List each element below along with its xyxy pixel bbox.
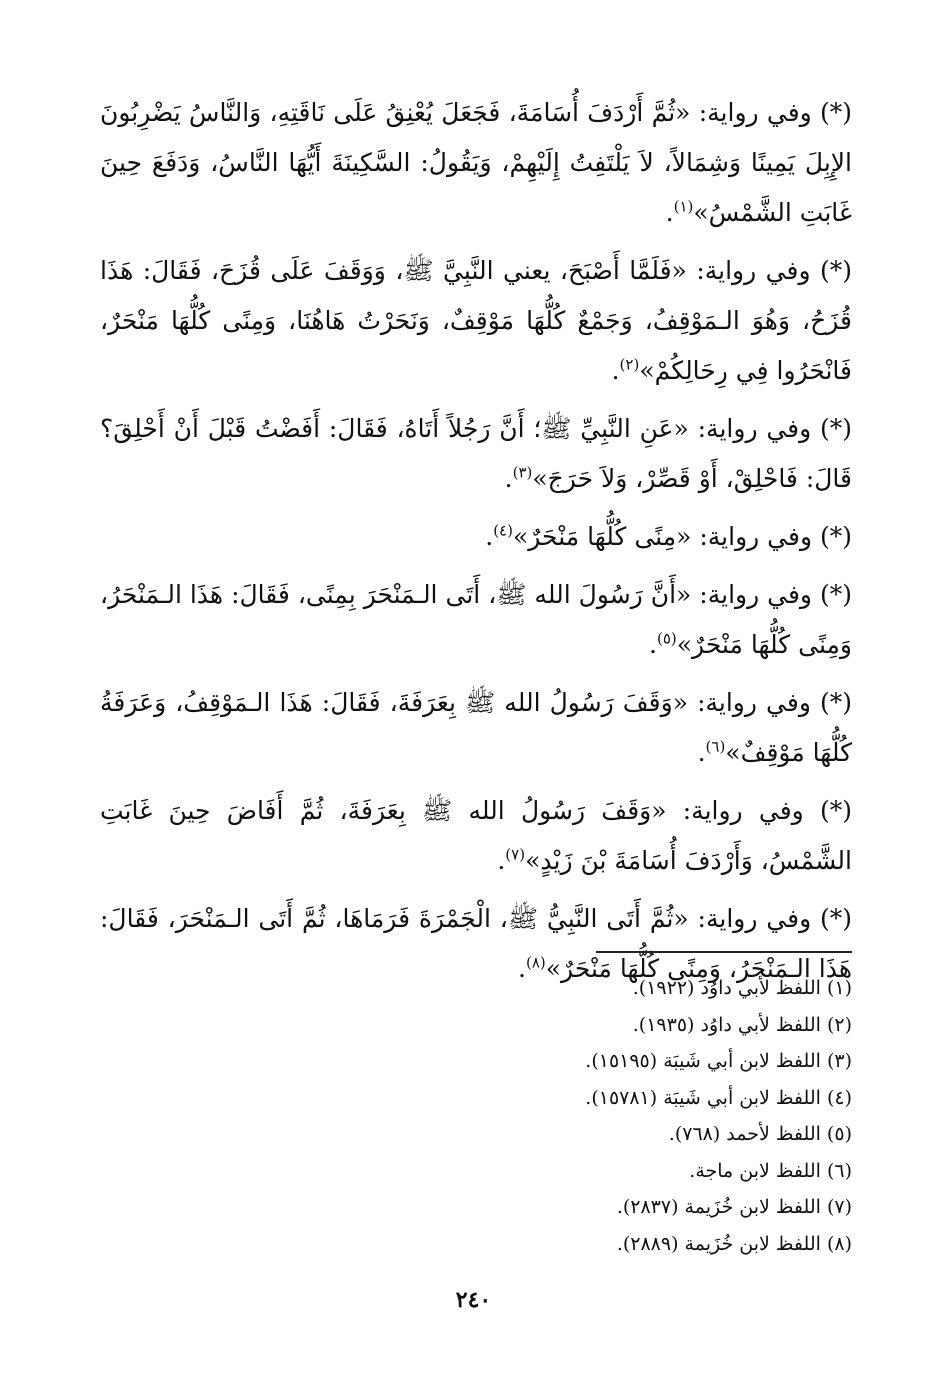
footnote-reference: (٥) [656,629,677,648]
footnote: (٧) اللفظ لابن خُزَيمة (٢٨٣٧). [616,1196,852,1218]
footnote-reference: (٧) [505,845,526,864]
footnote: (١) اللفظ لأبي داوُد (١٩٢٢). [632,977,852,999]
paragraph-text: (*) وفي رواية: «فَلَمَّا أَصْبَحَ، يعني النَّبِيَّ ﷺ، وَوَقَفَ عَلَى قُزَحَ، فَقَالَ: هَذَا قُزَحُ، وَهُوَ الـمَوْقِفُ، وَجَمْعٌ كُلُّهَا مَوْقِفٌ، وَنَحَرْتُ هَاهُنَا، وَمِنًى كُلُّهَا مَنْحَرٌ، فَانْحَرُوا فِي رِحَالِكُمْ» [100,256,852,385]
footnote: (٦) اللفظ لابن ماجة. [689,1159,852,1182]
paragraph-text: (*) وفي رواية: «ثُمَّ أَرْدَفَ أُسَامَةَ، فَجَعَلَ يُعْنِقُ عَلَى نَاقَتِهِ، وَالنَّاسُ يَضْرِبُونَ الإِبِلَ يَمِينًا وَشِمَالاً، لاَ يَلْتَفِتُ إِلَيْهِمْ، وَيَقُولُ: السَّكِينَةَ أَيُّهَا النَّاسُ، وَدَفَعَ حِينَ غَابَتِ الشَّمْسُ» [100,98,852,227]
paragraph-text: (*) وفي رواية: «ثُمَّ أَتَى النَّبِيُّ ﷺ، الْجَمْرَةَ فَرَمَاهَا، ثُمَّ أَتَى الـمَنْحَرَ، فَقَالَ: هَذَا الـمَنْحَرُ، وَمِنًى كُلُّهَا مَنْحَرٌ» [100,904,852,983]
paragraph: (*) وفي رواية: «ثُمَّ أَرْدَفَ أُسَامَةَ، فَجَعَلَ يُعْنِقُ عَلَى نَاقَتِهِ، وَالنَّاسُ يَضْرِبُونَ الإِبِلَ يَمِينًا وَشِمَالاً، لاَ يَلْتَفِتُ إِلَيْهِمْ، وَيَقُولُ: السَّكِينَةَ أَيُّهَا النَّاسُ، وَدَفَعَ حِينَ غَابَتِ الشَّمْسُ»$^{(١)}$. [100,98,852,227]
paragraph: (*) وفي رواية: «وَقَفَ رَسُولُ الله ﷺ بِعَرَفَةَ، فَقَالَ: هَذَا الـمَوْقِفُ، وَعَرَفَةُ كُلُّهَا مَوْقِفٌ»$^{(٦)}$. [100,688,852,767]
footnote-reference: (٤) [493,521,513,540]
footnote: (٣) اللفظ لابن أبي شَيبَة (١٥١٩٥). [585,1050,852,1072]
paragraph: (*) وفي رواية: «فَلَمَّا أَصْبَحَ، يعني النَّبِيَّ ﷺ، وَوَقَفَ عَلَى قُزَحَ، فَقَالَ: هَذَا قُزَحُ، وَهُوَ الـمَوْقِفُ، وَجَمْعٌ كُلُّهَا مَوْقِفٌ، وَنَحَرْتُ هَاهُنَا، وَمِنًى كُلُّهَا مَنْحَرٌ، فَانْحَرُوا فِي رِحَالِكُمْ»$^{(٢)}$. [100,256,852,385]
footnote: (٨) اللفظ لابن خُزَيمة (٢٨٨٩). [616,1232,852,1255]
footnote: (٢) اللفظ لأبي داوُد (١٩٣٥). [632,1013,852,1036]
footnote: (٥) اللفظ لأحمد (٧٦٨). [668,1123,852,1145]
footnotes [152,970,852,1262]
paragraph: (*) وفي رواية: «عَنِ النَّبِيِّ ﷺ؛ أَنَّ رَجُلاً أَتَاهُ، فَقَالَ: أَفَضْتُ قَبْلَ أَنْ أَحْلِقَ؟ قَالَ: فَاحْلِقْ، أَوْ قَصِّرْ، وَلاَ حَرَجَ»$^{(٣)}$. [100,414,852,493]
footnote-separator [596,951,852,953]
paragraph: (*) وفي رواية: «أَنَّ رَسُولَ الله ﷺ، أَتَى الـمَنْحَرَ بِمِنًى، فَقَالَ: هَذَا الـمَنْحَرُ، وَمِنًى كُلُّهَا مَنْحَرٌ»$^{(٥)}$. [100,580,852,659]
paragraph: (*) وفي رواية: «وَقَفَ رَسُولُ الله ﷺ بِعَرَفَةَ، ثُمَّ أَفَاضَ حِينَ غَابَتِ الشَّمْسُ، وَأَرْدَفَ أُسَامَةَ بْنَ زَيْدٍ»$^{(٧)}$. [100,796,852,875]
main-text [100,88,852,1002]
footnote: (٤) اللفظ لابن أبي شَيبَة (١٥٧٨١). [585,1086,852,1109]
footnote-reference: (٢) [619,355,640,374]
paragraph: (*) وفي رواية: «مِنًى كُلُّهَا مَنْحَرٌ»$^{(٤)}$. [485,521,852,551]
paragraph-text: (*) وفي رواية: «وَقَفَ رَسُولُ الله ﷺ بِعَرَفَةَ، فَقَالَ: هَذَا الـمَوْقِفُ، وَعَرَفَةُ كُلُّهَا مَوْقِفٌ» [100,688,852,767]
paragraph-text: (*) وفي رواية: «مِنًى كُلُّهَا مَنْحَرٌ» [512,522,852,551]
footnote-reference: (٣) [512,463,533,482]
footnote-reference: (٨) [525,953,546,972]
paragraph-text: (*) وفي رواية: «أَنَّ رَسُولَ الله ﷺ، أَتَى الـمَنْحَرَ بِمِنًى، فَقَالَ: هَذَا الـمَنْحَرُ، وَمِنًى كُلُّهَا مَنْحَرٌ» [100,580,852,659]
paragraph: (*) وفي رواية: «ثُمَّ أَتَى النَّبِيُّ ﷺ، الْجَمْرَةَ فَرَمَاهَا، ثُمَّ أَتَى الـمَنْحَرَ، فَقَالَ: هَذَا الـمَنْحَرُ، وَمِنًى كُلُّهَا مَنْحَرٌ»$^{(٨)}$. [100,904,852,983]
page-number: ٢٤٠ [455,1287,492,1313]
footnote-reference: (٦) [705,737,726,756]
footnote-reference: (١) [673,197,694,216]
paragraph-text: (*) وفي رواية: «وَقَفَ رَسُولُ الله ﷺ بِعَرَفَةَ، ثُمَّ أَفَاضَ حِينَ غَابَتِ الشَّمْسُ، وَأَرْدَفَ أُسَامَةَ بْنَ زَيْدٍ» [100,796,852,875]
paragraph-text: (*) وفي رواية: «عَنِ النَّبِيِّ ﷺ؛ أَنَّ رَجُلاً أَتَاهُ، فَقَالَ: أَفَضْتُ قَبْلَ أَنْ أَحْلِقَ؟ قَالَ: فَاحْلِقْ، أَوْ قَصِّرْ، وَلاَ حَرَجَ» [100,414,852,493]
